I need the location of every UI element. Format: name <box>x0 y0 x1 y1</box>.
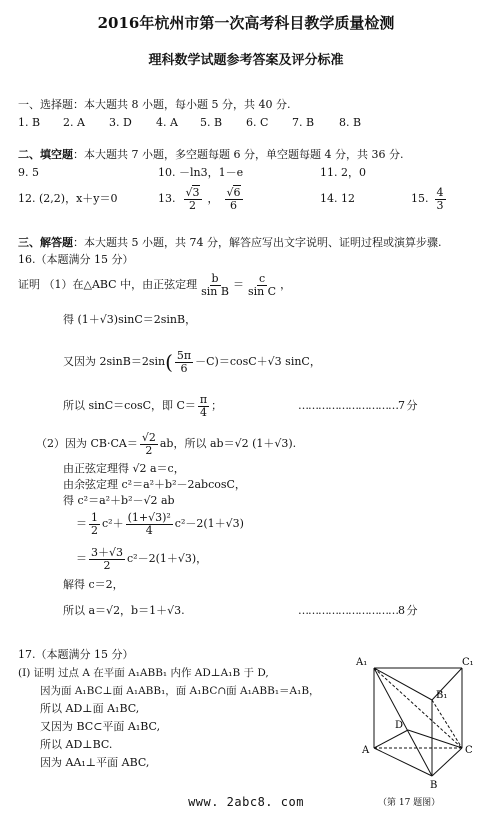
answer-15-label: 15. <box>411 192 429 205</box>
q16-fraction-pi-4 <box>198 394 209 419</box>
q16-line-9-end: c²－2(1＋√3) <box>174 517 244 530</box>
q16-score-2: …………………………8 分 <box>298 604 417 617</box>
q16-frac-num: 1 <box>91 510 98 524</box>
q16-frac-den: 2 <box>145 443 153 457</box>
q16-frac-num: √2 <box>141 430 156 444</box>
q16-line-3-start: 又因为 2sinB＝2sin <box>63 355 166 368</box>
q16-line-9-start: ＝ <box>76 517 87 530</box>
answer-13-den-2: 6 <box>230 198 238 212</box>
q16-line-6: 由正弦定理得 √2 a＝c， <box>63 462 185 475</box>
q16-frac-den: 4 <box>200 405 208 419</box>
q16-frac-den: 4 <box>145 523 153 537</box>
q16-line-10-start: ＝ <box>76 552 87 565</box>
q16-line-1-end: ， <box>280 278 292 291</box>
q16-fraction-b <box>199 273 231 298</box>
answer-9: 9. 5 <box>18 166 39 179</box>
q16-fraction-c <box>246 273 278 298</box>
q16-frac-num: π <box>199 392 208 406</box>
q16-part2-end: ab，所以 ab＝√2 (1＋√3). <box>159 437 297 450</box>
label-A1: A₁ <box>356 657 368 668</box>
q17-line-2: 因为面 A₁BC⊥面 A₁ABB₁，面 A₁BC∩面 A₁ABB₁＝A₁B， <box>40 685 320 697</box>
page-title: 2016年杭州市第一次高考科目教学质量检测 <box>97 14 395 32</box>
q16-line-2: 得 (1＋√3)sinC＝2sinB， <box>63 313 197 326</box>
q17-line-1: (Ⅰ) 证明 过点 A 在平面 A₁ABB₁ 内作 AD⊥A₁B 于 D, <box>18 667 269 679</box>
q16-part2-line <box>36 428 296 460</box>
q16-line-1-text: 证明 （1）在△ABC 中，由正弦定理 <box>18 278 198 291</box>
q16-frac-num: c <box>258 271 266 285</box>
q16-frac-num: 3＋√3 <box>91 545 124 559</box>
prism-figure <box>350 652 485 794</box>
label-B1: B₁ <box>436 690 448 701</box>
answer-13-den-1: 2 <box>189 198 196 212</box>
q16-fraction-sq-4 <box>126 512 173 537</box>
q16-fraction-1-2 <box>89 512 100 537</box>
section3-heading: 三、解答题 <box>18 236 73 249</box>
q16-line-12: 所以 a＝√2，b＝1＋√3. <box>63 604 185 617</box>
q16-frac-num: (1+√3)² <box>127 510 171 524</box>
q16-line-10 <box>76 543 207 575</box>
q16-line-3: 又因为 2sinB＝2sin ( $\frac{5\pi}{6}$ －C)＝cosC＋√3 sinC， <box>63 348 321 375</box>
answer-6: 6. C <box>246 116 269 129</box>
q16-score-1: …………………………7 分 <box>298 399 417 412</box>
q16-line-3-end: －C)＝cosC＋√3 sinC， <box>195 355 321 368</box>
answer-5: 5. B <box>200 116 223 129</box>
section2-line <box>18 148 403 162</box>
q16-line-9-mid: c²＋ <box>102 517 124 530</box>
answer-11: 11. 2，0 <box>320 166 366 179</box>
q16-fraction-sqrt2-2 <box>140 432 158 457</box>
answer-13-num-1: 3 <box>192 185 200 199</box>
section1-heading: 一、选择题 <box>18 98 73 111</box>
label-D: D <box>395 720 404 731</box>
q16-line-1 <box>18 268 291 302</box>
section2-heading: 二、填空题 <box>18 148 73 161</box>
q16-frac-num: 5π <box>176 348 192 362</box>
answer-7: 7. B <box>292 116 315 129</box>
q16-line-7: 由余弦定理 c²＝a²＋b²－2abcosC， <box>63 478 246 491</box>
answer-1: 1. B <box>18 116 41 129</box>
answer-14: 14. 12 <box>320 192 355 205</box>
answer-15-fraction <box>435 187 446 212</box>
figure-caption: （第 17 题图） <box>378 798 441 808</box>
answer-13-label: 13. <box>158 192 176 205</box>
answer-15 <box>411 181 448 217</box>
answer-15-num: 4 <box>436 185 444 199</box>
section1-desc: ：本大题共 8 小题，每小题 5 分，共 40 分. <box>73 98 291 111</box>
q16-eq: ＝ <box>232 278 244 291</box>
q16-part2-start: （2）因为 CB·CA＝ <box>36 437 138 450</box>
q17-line-3: 所以 AD⊥面 A₁BC, <box>40 702 140 715</box>
section2-desc: ：本大题共 7 小题，多空题每题 6 分，单空题每题 4 分，共 36 分. <box>73 148 404 161</box>
q16-title: 16.（本题满分 15 分） <box>18 253 134 266</box>
label-A: A <box>362 745 370 756</box>
label-C1: C₁ <box>462 657 474 668</box>
answer-13: 13. $\frac{√3}{2}$ ， $\frac{√6}{6}$ <box>158 185 241 212</box>
q16-line-11: 解得 c＝2， <box>63 578 124 591</box>
page-subtitle: 理科数学试题参考答案及评分标准 <box>148 53 344 68</box>
answer-2: 2. A <box>63 116 85 129</box>
q16-frac-num: b <box>211 271 219 285</box>
section3-line <box>18 236 441 250</box>
watermark: www. 2abc8. com <box>188 795 304 809</box>
q16-frac-den: 2 <box>91 523 98 537</box>
q16-frac-den: sin B <box>201 284 229 298</box>
answer-13-num-2: 6 <box>233 185 241 199</box>
q17-line-6: 因为 AA₁⊥平面 ABC, <box>40 756 150 769</box>
q16-line-8: 得 c²＝a²＋b²－√2 ab <box>63 494 175 507</box>
section1-line <box>18 98 290 112</box>
q17-line-4: 又因为 BC⊂平面 A₁BC, <box>40 720 161 733</box>
answer-15-den: 3 <box>436 198 444 212</box>
answer-10: 10. －ln3，1－e <box>158 166 244 179</box>
q16-line-9 <box>76 508 244 540</box>
label-C: C <box>465 745 473 756</box>
answer-3: 3. D <box>109 116 132 129</box>
answer-13-fraction-2: $\frac{√6}{6}$ <box>226 185 241 212</box>
answer-12: 12. (2,2)，x＋y＝0 <box>18 192 118 205</box>
q16-line-4-end: ； <box>211 399 223 412</box>
q16-fraction-3sqrt3-2 <box>89 547 125 572</box>
q17-title: 17.（本题满分 15 分） <box>18 648 134 661</box>
q16-frac-den: 6 <box>180 361 188 375</box>
label-B: B <box>430 780 438 791</box>
answer-8: 8. B <box>339 116 362 129</box>
q16-frac-den: sin C <box>247 284 277 298</box>
q17-line-5: 所以 AD⊥BC. <box>40 738 113 751</box>
section3-desc: ：本大题共 5 小题，共 74 分，解答应写出文字说明、证明过程或演算步骤. <box>73 236 442 249</box>
q16-frac-den: 2 <box>103 558 111 572</box>
answer-4: 4. A <box>156 116 178 129</box>
q16-line-4 <box>63 390 222 422</box>
answer-13-fraction-1: $\frac{√3}{2}$ <box>185 185 200 212</box>
q16-line-10-end: c²－2(1＋√3)， <box>127 552 208 565</box>
q16-line-4-start: 所以 sinC＝cosC，即 C＝ <box>63 399 196 412</box>
q16-fraction-5pi-6 <box>175 350 193 375</box>
